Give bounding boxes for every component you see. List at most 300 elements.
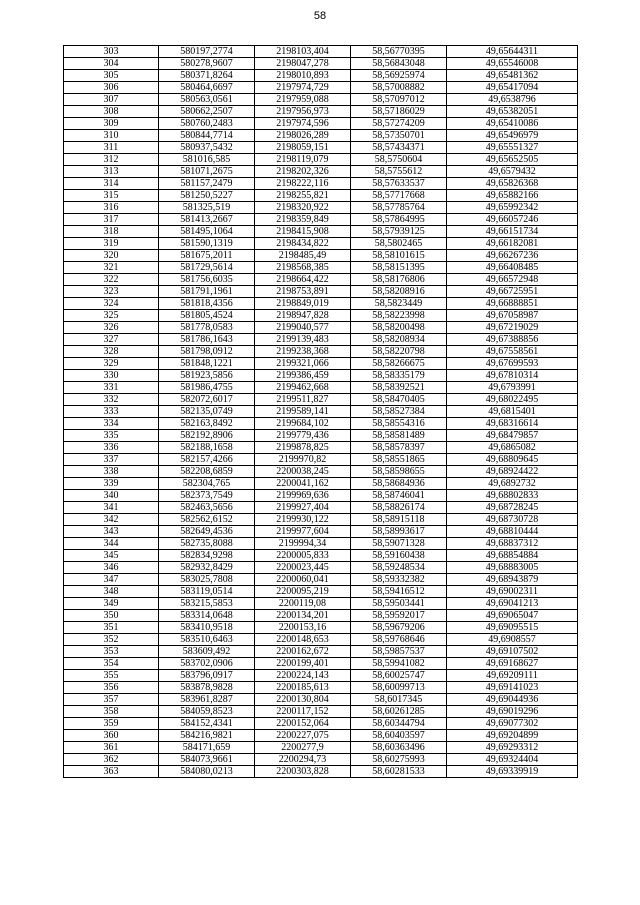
y-coordinate-cell: 2199977,604 bbox=[255, 526, 351, 538]
point-number-cell: 307 bbox=[64, 94, 159, 106]
latitude-cell: 58,58176806 bbox=[351, 274, 447, 286]
x-coordinate-cell: 583878,9828 bbox=[159, 682, 255, 694]
table-row bbox=[64, 226, 578, 238]
longitude-cell: 49,67058987 bbox=[447, 310, 578, 322]
y-coordinate-cell: 2199040,577 bbox=[255, 322, 351, 334]
y-coordinate-cell: 2200199,401 bbox=[255, 658, 351, 670]
latitude-cell: 58,5823449 bbox=[351, 298, 447, 310]
x-coordinate-cell: 580278,9607 bbox=[159, 58, 255, 70]
table-row bbox=[64, 442, 578, 454]
latitude-cell: 58,59941082 bbox=[351, 658, 447, 670]
x-coordinate-cell: 582163,8492 bbox=[159, 418, 255, 430]
latitude-cell: 58,58220798 bbox=[351, 346, 447, 358]
longitude-cell: 49,66182081 bbox=[447, 238, 578, 250]
table-row bbox=[64, 106, 578, 118]
longitude-cell: 49,66267236 bbox=[447, 250, 578, 262]
y-coordinate-cell: 2198047,278 bbox=[255, 58, 351, 70]
table-row bbox=[64, 454, 578, 466]
x-coordinate-cell: 581986,4755 bbox=[159, 382, 255, 394]
point-number-cell: 342 bbox=[64, 514, 159, 526]
latitude-cell: 58,58826174 bbox=[351, 502, 447, 514]
y-coordinate-cell: 2198359,849 bbox=[255, 214, 351, 226]
longitude-cell: 49,69044936 bbox=[447, 694, 578, 706]
y-coordinate-cell: 2198849,019 bbox=[255, 298, 351, 310]
x-coordinate-cell: 580197,2774 bbox=[159, 46, 255, 58]
longitude-cell: 49,6815401 bbox=[447, 406, 578, 418]
y-coordinate-cell: 2199970,82 bbox=[255, 454, 351, 466]
longitude-cell: 49,65481362 bbox=[447, 70, 578, 82]
y-coordinate-cell: 2198119,079 bbox=[255, 154, 351, 166]
x-coordinate-cell: 581756,6035 bbox=[159, 274, 255, 286]
x-coordinate-cell: 581848,1221 bbox=[159, 358, 255, 370]
longitude-cell: 49,68810444 bbox=[447, 526, 578, 538]
latitude-cell: 58,58598655 bbox=[351, 466, 447, 478]
longitude-cell: 49,68809645 bbox=[447, 454, 578, 466]
longitude-cell: 49,6538796 bbox=[447, 94, 578, 106]
x-coordinate-cell: 580844,7714 bbox=[159, 130, 255, 142]
table-row bbox=[64, 466, 578, 478]
table-row bbox=[64, 370, 578, 382]
latitude-cell: 58,5750604 bbox=[351, 154, 447, 166]
y-coordinate-cell: 2199321,066 bbox=[255, 358, 351, 370]
coordinates-table bbox=[63, 45, 578, 778]
y-coordinate-cell: 2198753,891 bbox=[255, 286, 351, 298]
table-row bbox=[64, 70, 578, 82]
latitude-cell: 58,58392521 bbox=[351, 382, 447, 394]
y-coordinate-cell: 2198059,151 bbox=[255, 142, 351, 154]
point-number-cell: 318 bbox=[64, 226, 159, 238]
point-number-cell: 323 bbox=[64, 286, 159, 298]
latitude-cell: 58,57785764 bbox=[351, 202, 447, 214]
table-row bbox=[64, 502, 578, 514]
latitude-cell: 58,59768646 bbox=[351, 634, 447, 646]
y-coordinate-cell: 2199930,122 bbox=[255, 514, 351, 526]
longitude-cell: 49,65652505 bbox=[447, 154, 578, 166]
point-number-cell: 352 bbox=[64, 634, 159, 646]
point-number-cell: 330 bbox=[64, 370, 159, 382]
latitude-cell: 58,57633537 bbox=[351, 178, 447, 190]
table-row bbox=[64, 478, 578, 490]
point-number-cell: 347 bbox=[64, 574, 159, 586]
latitude-cell: 58,58581489 bbox=[351, 430, 447, 442]
latitude-cell: 58,59592017 bbox=[351, 610, 447, 622]
x-coordinate-cell: 581590,1319 bbox=[159, 238, 255, 250]
point-number-cell: 303 bbox=[64, 46, 159, 58]
longitude-cell: 49,68022495 bbox=[447, 394, 578, 406]
table-row bbox=[64, 94, 578, 106]
page-number: 58 bbox=[313, 10, 327, 22]
longitude-cell: 49,68883005 bbox=[447, 562, 578, 574]
table-row bbox=[64, 562, 578, 574]
longitude-cell: 49,65546008 bbox=[447, 58, 578, 70]
latitude-cell: 58,57434371 bbox=[351, 142, 447, 154]
x-coordinate-cell: 581071,2675 bbox=[159, 166, 255, 178]
longitude-cell: 49,68924422 bbox=[447, 466, 578, 478]
longitude-cell: 49,67810314 bbox=[447, 370, 578, 382]
y-coordinate-cell: 2198485,49 bbox=[255, 250, 351, 262]
y-coordinate-cell: 2197974,729 bbox=[255, 82, 351, 94]
y-coordinate-cell: 2200162,672 bbox=[255, 646, 351, 658]
point-number-cell: 322 bbox=[64, 274, 159, 286]
x-coordinate-cell: 582373,7549 bbox=[159, 490, 255, 502]
table-row bbox=[64, 322, 578, 334]
y-coordinate-cell: 2200041,162 bbox=[255, 478, 351, 490]
point-number-cell: 335 bbox=[64, 430, 159, 442]
latitude-cell: 58,58551865 bbox=[351, 454, 447, 466]
latitude-cell: 58,5802465 bbox=[351, 238, 447, 250]
y-coordinate-cell: 2199386,459 bbox=[255, 370, 351, 382]
table-row bbox=[64, 82, 578, 94]
latitude-cell: 58,57350701 bbox=[351, 130, 447, 142]
longitude-cell: 49,6865082 bbox=[447, 442, 578, 454]
y-coordinate-cell: 2200153,16 bbox=[255, 622, 351, 634]
x-coordinate-cell: 581923,5856 bbox=[159, 370, 255, 382]
y-coordinate-cell: 2198434,822 bbox=[255, 238, 351, 250]
longitude-cell: 49,69141023 bbox=[447, 682, 578, 694]
y-coordinate-cell: 2199994,34 bbox=[255, 538, 351, 550]
point-number-cell: 310 bbox=[64, 130, 159, 142]
x-coordinate-cell: 583609,492 bbox=[159, 646, 255, 658]
x-coordinate-cell: 581791,1961 bbox=[159, 286, 255, 298]
y-coordinate-cell: 2200294,73 bbox=[255, 754, 351, 766]
point-number-cell: 361 bbox=[64, 742, 159, 754]
point-number-cell: 345 bbox=[64, 550, 159, 562]
y-coordinate-cell: 2198255,821 bbox=[255, 190, 351, 202]
longitude-cell: 49,66725951 bbox=[447, 286, 578, 298]
table-row bbox=[64, 142, 578, 154]
longitude-cell: 49,69077302 bbox=[447, 718, 578, 730]
x-coordinate-cell: 581413,2667 bbox=[159, 214, 255, 226]
y-coordinate-cell: 2199969,636 bbox=[255, 490, 351, 502]
y-coordinate-cell: 2200224,143 bbox=[255, 670, 351, 682]
latitude-cell: 58,57008882 bbox=[351, 82, 447, 94]
x-coordinate-cell: 584152,4341 bbox=[159, 718, 255, 730]
latitude-cell: 58,58208934 bbox=[351, 334, 447, 346]
point-number-cell: 316 bbox=[64, 202, 159, 214]
table-row bbox=[64, 658, 578, 670]
table-row bbox=[64, 358, 578, 370]
point-number-cell: 344 bbox=[64, 538, 159, 550]
longitude-cell: 49,69204899 bbox=[447, 730, 578, 742]
x-coordinate-cell: 581016,585 bbox=[159, 154, 255, 166]
longitude-cell: 49,69041213 bbox=[447, 598, 578, 610]
longitude-cell: 49,67388856 bbox=[447, 334, 578, 346]
y-coordinate-cell: 2199684,102 bbox=[255, 418, 351, 430]
y-coordinate-cell: 2198103,404 bbox=[255, 46, 351, 58]
table-row bbox=[64, 214, 578, 226]
x-coordinate-cell: 581805,4524 bbox=[159, 310, 255, 322]
point-number-cell: 327 bbox=[64, 334, 159, 346]
point-number-cell: 315 bbox=[64, 190, 159, 202]
point-number-cell: 356 bbox=[64, 682, 159, 694]
point-number-cell: 358 bbox=[64, 706, 159, 718]
latitude-cell: 58,58915118 bbox=[351, 514, 447, 526]
y-coordinate-cell: 2200117,152 bbox=[255, 706, 351, 718]
x-coordinate-cell: 581798,0912 bbox=[159, 346, 255, 358]
table-row bbox=[64, 610, 578, 622]
latitude-cell: 58,60344794 bbox=[351, 718, 447, 730]
x-coordinate-cell: 580937,5432 bbox=[159, 142, 255, 154]
x-coordinate-cell: 583215,5853 bbox=[159, 598, 255, 610]
x-coordinate-cell: 582157,4266 bbox=[159, 454, 255, 466]
latitude-cell: 58,6017345 bbox=[351, 694, 447, 706]
point-number-cell: 349 bbox=[64, 598, 159, 610]
x-coordinate-cell: 583119,0514 bbox=[159, 586, 255, 598]
table-row bbox=[64, 634, 578, 646]
longitude-cell: 49,65992342 bbox=[447, 202, 578, 214]
y-coordinate-cell: 2199238,368 bbox=[255, 346, 351, 358]
table-row bbox=[64, 766, 578, 778]
point-number-cell: 328 bbox=[64, 346, 159, 358]
longitude-cell: 49,66408485 bbox=[447, 262, 578, 274]
y-coordinate-cell: 2199462,668 bbox=[255, 382, 351, 394]
table-row bbox=[64, 730, 578, 742]
longitude-cell: 49,65644311 bbox=[447, 46, 578, 58]
x-coordinate-cell: 584080,0213 bbox=[159, 766, 255, 778]
latitude-cell: 58,57186029 bbox=[351, 106, 447, 118]
table-row bbox=[64, 202, 578, 214]
latitude-cell: 58,58223998 bbox=[351, 310, 447, 322]
latitude-cell: 58,58208916 bbox=[351, 286, 447, 298]
longitude-cell: 49,68730728 bbox=[447, 514, 578, 526]
latitude-cell: 58,58554316 bbox=[351, 418, 447, 430]
y-coordinate-cell: 2200023,445 bbox=[255, 562, 351, 574]
latitude-cell: 58,58151395 bbox=[351, 262, 447, 274]
longitude-cell: 49,65410086 bbox=[447, 118, 578, 130]
table-row bbox=[64, 718, 578, 730]
point-number-cell: 337 bbox=[64, 454, 159, 466]
point-number-cell: 343 bbox=[64, 526, 159, 538]
latitude-cell: 58,59160438 bbox=[351, 550, 447, 562]
table-row bbox=[64, 754, 578, 766]
point-number-cell: 338 bbox=[64, 466, 159, 478]
point-number-cell: 312 bbox=[64, 154, 159, 166]
x-coordinate-cell: 584073,9661 bbox=[159, 754, 255, 766]
latitude-cell: 58,58684936 bbox=[351, 478, 447, 490]
latitude-cell: 58,57864995 bbox=[351, 214, 447, 226]
x-coordinate-cell: 582192,8906 bbox=[159, 430, 255, 442]
table-row bbox=[64, 490, 578, 502]
table-row bbox=[64, 742, 578, 754]
y-coordinate-cell: 2200185,613 bbox=[255, 682, 351, 694]
latitude-cell: 58,56843048 bbox=[351, 58, 447, 70]
point-number-cell: 359 bbox=[64, 718, 159, 730]
longitude-cell: 49,65382051 bbox=[447, 106, 578, 118]
table-row bbox=[64, 430, 578, 442]
point-number-cell: 311 bbox=[64, 142, 159, 154]
x-coordinate-cell: 582463,5656 bbox=[159, 502, 255, 514]
y-coordinate-cell: 2197974,596 bbox=[255, 118, 351, 130]
latitude-cell: 58,60025747 bbox=[351, 670, 447, 682]
latitude-cell: 58,60099713 bbox=[351, 682, 447, 694]
latitude-cell: 58,56925974 bbox=[351, 70, 447, 82]
table-row bbox=[64, 526, 578, 538]
longitude-cell: 49,68854884 bbox=[447, 550, 578, 562]
y-coordinate-cell: 2198415,908 bbox=[255, 226, 351, 238]
y-coordinate-cell: 2200148,653 bbox=[255, 634, 351, 646]
point-number-cell: 363 bbox=[64, 766, 159, 778]
point-number-cell: 332 bbox=[64, 394, 159, 406]
longitude-cell: 49,68479857 bbox=[447, 430, 578, 442]
table-row bbox=[64, 550, 578, 562]
y-coordinate-cell: 2200119,08 bbox=[255, 598, 351, 610]
table-row bbox=[64, 166, 578, 178]
latitude-cell: 58,59071328 bbox=[351, 538, 447, 550]
point-number-cell: 324 bbox=[64, 298, 159, 310]
x-coordinate-cell: 580563,0561 bbox=[159, 94, 255, 106]
point-number-cell: 333 bbox=[64, 406, 159, 418]
latitude-cell: 58,58578397 bbox=[351, 442, 447, 454]
longitude-cell: 49,67558561 bbox=[447, 346, 578, 358]
x-coordinate-cell: 581495,1064 bbox=[159, 226, 255, 238]
x-coordinate-cell: 582649,4536 bbox=[159, 526, 255, 538]
x-coordinate-cell: 581786,1643 bbox=[159, 334, 255, 346]
table-row bbox=[64, 58, 578, 70]
point-number-cell: 354 bbox=[64, 658, 159, 670]
y-coordinate-cell: 2198026,289 bbox=[255, 130, 351, 142]
point-number-cell: 331 bbox=[64, 382, 159, 394]
y-coordinate-cell: 2198222,116 bbox=[255, 178, 351, 190]
table-row bbox=[64, 298, 578, 310]
latitude-cell: 58,58200498 bbox=[351, 322, 447, 334]
point-number-cell: 355 bbox=[64, 670, 159, 682]
x-coordinate-cell: 581325,519 bbox=[159, 202, 255, 214]
table-row bbox=[64, 406, 578, 418]
longitude-cell: 49,69019296 bbox=[447, 706, 578, 718]
x-coordinate-cell: 583410,9518 bbox=[159, 622, 255, 634]
table-row bbox=[64, 418, 578, 430]
latitude-cell: 58,57717668 bbox=[351, 190, 447, 202]
x-coordinate-cell: 583702,0906 bbox=[159, 658, 255, 670]
x-coordinate-cell: 582834,9298 bbox=[159, 550, 255, 562]
x-coordinate-cell: 582735,8088 bbox=[159, 538, 255, 550]
longitude-cell: 49,69339919 bbox=[447, 766, 578, 778]
table-row bbox=[64, 622, 578, 634]
y-coordinate-cell: 2199927,404 bbox=[255, 502, 351, 514]
longitude-cell: 49,65882166 bbox=[447, 190, 578, 202]
table-row bbox=[64, 706, 578, 718]
table-row bbox=[64, 538, 578, 550]
point-number-cell: 350 bbox=[64, 610, 159, 622]
point-number-cell: 351 bbox=[64, 622, 159, 634]
x-coordinate-cell: 581818,4356 bbox=[159, 298, 255, 310]
longitude-cell: 49,69002311 bbox=[447, 586, 578, 598]
table-row bbox=[64, 682, 578, 694]
x-coordinate-cell: 583796,0917 bbox=[159, 670, 255, 682]
x-coordinate-cell: 582304,765 bbox=[159, 478, 255, 490]
table-row bbox=[64, 310, 578, 322]
point-number-cell: 320 bbox=[64, 250, 159, 262]
x-coordinate-cell: 583314,0648 bbox=[159, 610, 255, 622]
point-number-cell: 317 bbox=[64, 214, 159, 226]
longitude-cell: 49,6908557 bbox=[447, 634, 578, 646]
point-number-cell: 321 bbox=[64, 262, 159, 274]
latitude-cell: 58,58335179 bbox=[351, 370, 447, 382]
x-coordinate-cell: 583025,7808 bbox=[159, 574, 255, 586]
longitude-cell: 49,67219029 bbox=[447, 322, 578, 334]
latitude-cell: 58,58266675 bbox=[351, 358, 447, 370]
table-row bbox=[64, 262, 578, 274]
y-coordinate-cell: 2199589,141 bbox=[255, 406, 351, 418]
point-number-cell: 341 bbox=[64, 502, 159, 514]
y-coordinate-cell: 2198202,326 bbox=[255, 166, 351, 178]
point-number-cell: 313 bbox=[64, 166, 159, 178]
longitude-cell: 49,66572948 bbox=[447, 274, 578, 286]
x-coordinate-cell: 582208,6859 bbox=[159, 466, 255, 478]
x-coordinate-cell: 581778,0583 bbox=[159, 322, 255, 334]
point-number-cell: 340 bbox=[64, 490, 159, 502]
point-number-cell: 305 bbox=[64, 70, 159, 82]
table-row bbox=[64, 646, 578, 658]
table-row bbox=[64, 178, 578, 190]
x-coordinate-cell: 582188,1658 bbox=[159, 442, 255, 454]
latitude-cell: 58,57097012 bbox=[351, 94, 447, 106]
table-row bbox=[64, 130, 578, 142]
point-number-cell: 357 bbox=[64, 694, 159, 706]
y-coordinate-cell: 2200303,828 bbox=[255, 766, 351, 778]
point-number-cell: 304 bbox=[64, 58, 159, 70]
latitude-cell: 58,59332382 bbox=[351, 574, 447, 586]
longitude-cell: 49,68728245 bbox=[447, 502, 578, 514]
longitude-cell: 49,65551327 bbox=[447, 142, 578, 154]
latitude-cell: 58,59679206 bbox=[351, 622, 447, 634]
coordinates-table-body bbox=[64, 46, 578, 778]
table-row bbox=[64, 238, 578, 250]
latitude-cell: 58,59248534 bbox=[351, 562, 447, 574]
x-coordinate-cell: 580464,6697 bbox=[159, 82, 255, 94]
y-coordinate-cell: 2199779,436 bbox=[255, 430, 351, 442]
x-coordinate-cell: 581157,2479 bbox=[159, 178, 255, 190]
point-number-cell: 319 bbox=[64, 238, 159, 250]
latitude-cell: 58,59857537 bbox=[351, 646, 447, 658]
longitude-cell: 49,68316614 bbox=[447, 418, 578, 430]
point-number-cell: 334 bbox=[64, 418, 159, 430]
x-coordinate-cell: 584059,8523 bbox=[159, 706, 255, 718]
table-row bbox=[64, 190, 578, 202]
longitude-cell: 49,69095515 bbox=[447, 622, 578, 634]
table-row bbox=[64, 514, 578, 526]
longitude-cell: 49,68837312 bbox=[447, 538, 578, 550]
latitude-cell: 58,60261285 bbox=[351, 706, 447, 718]
y-coordinate-cell: 2198947,828 bbox=[255, 310, 351, 322]
point-number-cell: 325 bbox=[64, 310, 159, 322]
point-number-cell: 336 bbox=[64, 442, 159, 454]
y-coordinate-cell: 2199139,483 bbox=[255, 334, 351, 346]
x-coordinate-cell: 580760,2483 bbox=[159, 118, 255, 130]
latitude-cell: 58,58101615 bbox=[351, 250, 447, 262]
point-number-cell: 353 bbox=[64, 646, 159, 658]
x-coordinate-cell: 584216,9821 bbox=[159, 730, 255, 742]
latitude-cell: 58,60281533 bbox=[351, 766, 447, 778]
longitude-cell: 49,69209111 bbox=[447, 670, 578, 682]
table-row bbox=[64, 574, 578, 586]
y-coordinate-cell: 2200227,075 bbox=[255, 730, 351, 742]
y-coordinate-cell: 2200060,041 bbox=[255, 574, 351, 586]
longitude-cell: 49,66151734 bbox=[447, 226, 578, 238]
table-row bbox=[64, 586, 578, 598]
y-coordinate-cell: 2198010,893 bbox=[255, 70, 351, 82]
x-coordinate-cell: 580662,2507 bbox=[159, 106, 255, 118]
longitude-cell: 49,69293312 bbox=[447, 742, 578, 754]
table-row bbox=[64, 118, 578, 130]
latitude-cell: 58,58527384 bbox=[351, 406, 447, 418]
longitude-cell: 49,69065047 bbox=[447, 610, 578, 622]
longitude-cell: 49,66057246 bbox=[447, 214, 578, 226]
point-number-cell: 326 bbox=[64, 322, 159, 334]
x-coordinate-cell: 581250,5227 bbox=[159, 190, 255, 202]
y-coordinate-cell: 2200095,219 bbox=[255, 586, 351, 598]
table-row bbox=[64, 394, 578, 406]
